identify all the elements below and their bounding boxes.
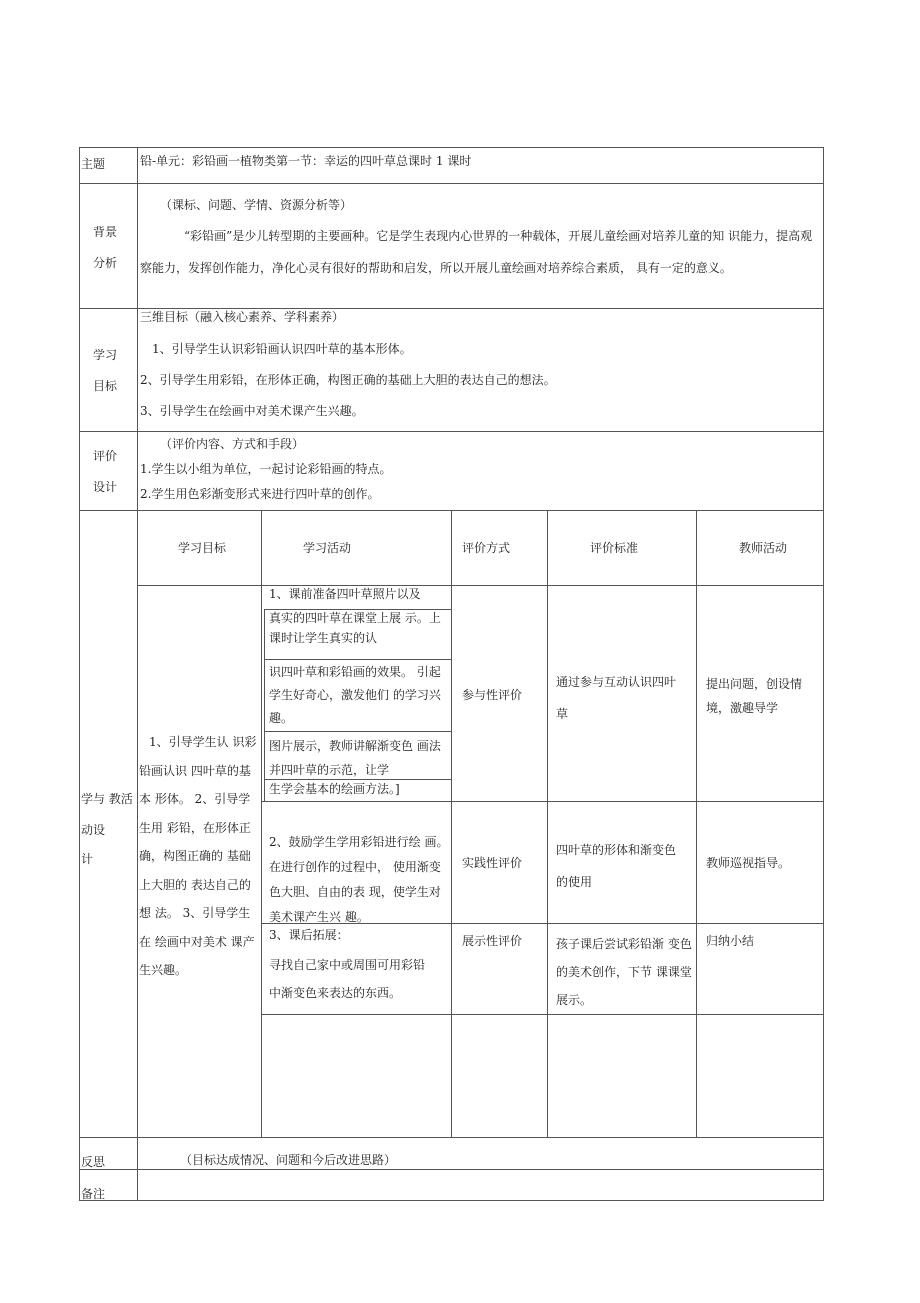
inner-header-divider: [137, 585, 824, 586]
evaluation-hint: （评价内容、方式和手段）: [160, 437, 305, 451]
header-goals: 学习目标: [178, 541, 227, 555]
criteria-participation: 通过参与互动认识四叶草: [556, 675, 677, 721]
header-activities: 学习活动: [303, 541, 352, 555]
design-goals-text: 1、引导学生认 识彩铅画认识 四叶草的基本 形体。 2、引导学生用 彩铅，在形体正 确，构图正确的 基础上大胆的 表达自己的想 法。 3、引导学生在 绘画中对美术 课产生兴趣。: [139, 735, 257, 977]
activity-line: 识四叶草和彩铅画的效果。 引起学生好奇心，激发他们 的学习兴趣。: [269, 665, 441, 725]
background-hint: （课标、问题、学情、资源分析等）: [160, 198, 353, 212]
topic-value: 铅-单元：彩铅画一植物类第一节：幸运的四叶草总课时 1 课时: [140, 154, 472, 168]
inner-col-divider: [451, 510, 452, 1137]
activity-practice: 2、鼓励学生学用彩铅进行绘 画。在进行创作的过程中， 使用渐变色大胆、自由的表 现，使学生对美术课产生兴 趣。: [269, 835, 449, 924]
criteria-practice: 四叶草的形体和渐变色的使用: [556, 843, 677, 889]
activity-extension-title: 3、课后拓展：: [269, 928, 349, 942]
inner-row-divider: [261, 801, 824, 802]
activity-sub-divider: [264, 731, 451, 732]
row-divider: [79, 1137, 824, 1138]
activity-line: 1、课前准备四叶草照片以及: [269, 587, 421, 601]
objectives-label-1: 学习: [93, 348, 118, 362]
activity-sub-divider: [264, 659, 451, 660]
activity-extension-text: 寻找自己家中或周围可用彩铅中渐变色来表达的东西。: [269, 958, 426, 1000]
border-bottom: [79, 1200, 824, 1201]
activity-line: 生学会基本的绘画方法。]: [269, 782, 400, 796]
method-display: 展示性评价: [462, 934, 523, 948]
activity-sub-edge: [264, 609, 265, 801]
objective-item: 2、引导学生用彩铅，在形体正确，构图正确的基础上大胆的表达自己的想法。: [140, 373, 556, 387]
criteria-display: 孩子课后尝试彩铅渐 变色的美术创作，下节 课课堂展示。: [556, 937, 692, 1007]
background-label-2: 分析: [93, 256, 118, 270]
method-practice: 实践性评价: [462, 856, 523, 870]
evaluation-item: 1.学生以小组为单位，一起讨论彩铅画的特点。: [140, 462, 392, 476]
row-divider: [79, 431, 824, 432]
topic-label: 主题: [81, 157, 106, 171]
reflection-hint: （目标达成情况、问题和今后改进思路）: [180, 1153, 397, 1167]
inner-col-divider: [696, 510, 697, 1137]
objectives-hint: 三维目标（融入核心素养、学科素养）: [140, 310, 345, 324]
design-label-1: 学与 教活: [81, 792, 133, 806]
header-criteria: 评价标准: [590, 541, 639, 555]
inner-row-divider: [261, 1014, 824, 1015]
remarks-label: 备注: [81, 1187, 106, 1201]
design-label-3: 计: [81, 852, 94, 866]
teacher-activity-2: 教师巡视指导。: [706, 856, 791, 870]
evaluation-item: 2.学生用色彩渐变形式来进行四叶草的创作。: [140, 487, 380, 501]
row-divider: [79, 183, 824, 184]
activity-line: 真实的四叶草在课堂上展 示。上课时让学生真实的认: [269, 611, 441, 645]
border-top: [79, 147, 824, 148]
design-label-2: 动设: [81, 823, 106, 837]
label-column-divider: [137, 147, 138, 1201]
background-text: “彩铅画”是少儿转型期的主要画种。它是学生表现内心世界的一种载体，开展儿童绘画对培养儿童的知 识能力，提高观察能力，发挥创作能力，净化心灵有很好的帮助和启发，所以开展儿童绘画对培养综合素质， 具有一定的意义。: [140, 229, 813, 275]
row-divider: [79, 1169, 824, 1170]
objective-item: 1、引导学生认识彩铅画认识四叶草的基本形体。: [152, 342, 412, 356]
teacher-activity-3: 归纳小结: [706, 934, 755, 948]
header-method: 评价方式: [462, 541, 511, 555]
teacher-activity-1: 提出问题，创设情 境，激趣导学: [706, 677, 803, 715]
evaluation-label-1: 评价: [93, 449, 118, 463]
reflection-label: 反思: [81, 1155, 106, 1169]
objective-item: 3、引导学生在绘画中对美术课产生兴趣。: [140, 404, 364, 418]
background-label-1: 背景: [93, 225, 118, 239]
header-teacher: 教师活动: [739, 541, 788, 555]
inner-col-divider: [547, 510, 548, 1137]
border-left: [79, 147, 80, 1201]
activity-line: 图片展示，教师讲解渐变色 画法并四叶草的示范，让学: [269, 739, 441, 777]
evaluation-label-2: 设计: [93, 480, 118, 494]
objectives-label-2: 目标: [93, 379, 118, 393]
method-participation: 参与性评价: [462, 688, 523, 702]
